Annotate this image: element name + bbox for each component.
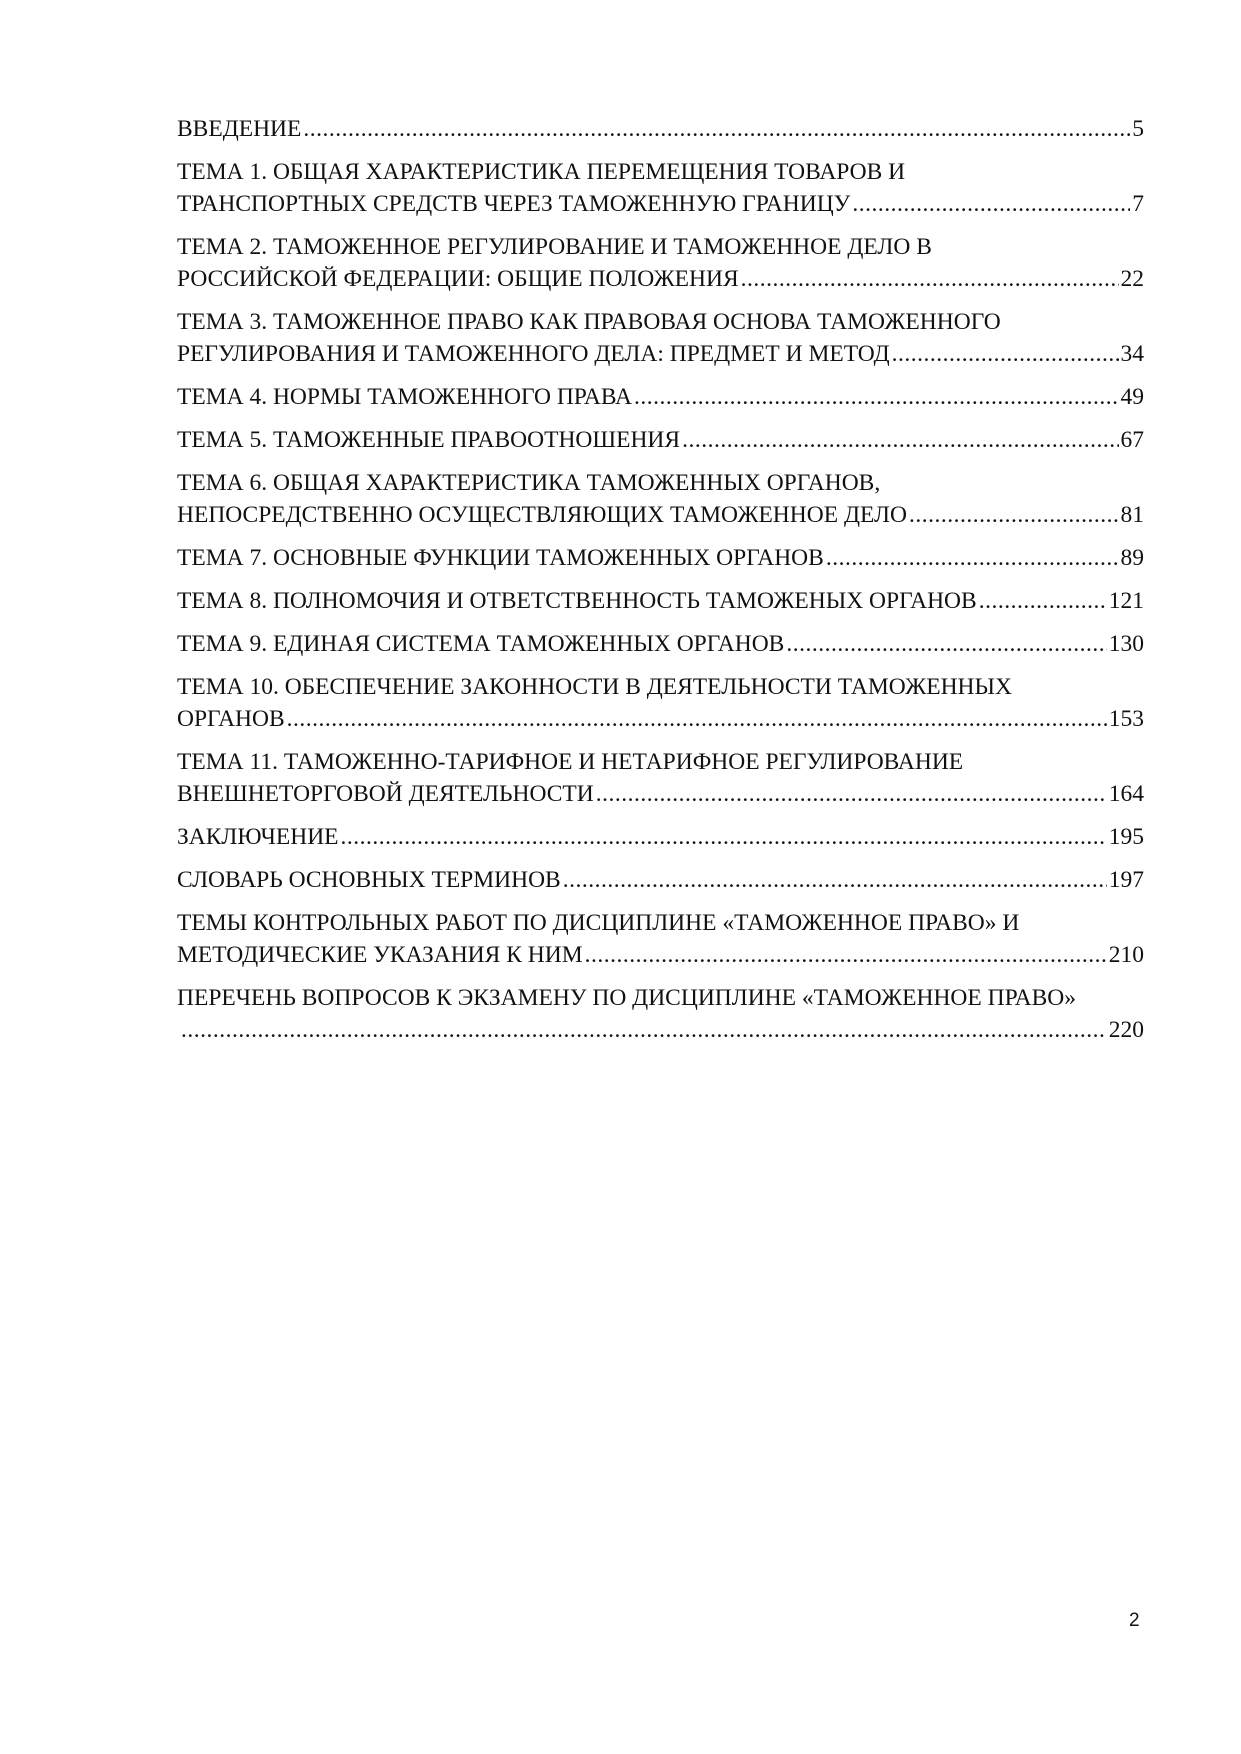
toc-entry-page-number: 195 [1108, 824, 1144, 850]
toc-entry[interactable] [177, 821, 1144, 853]
dot-leader [909, 499, 1119, 531]
toc-entry[interactable] [177, 628, 1144, 660]
dot-leader [287, 703, 1107, 735]
toc-entry-page-number: 153 [1108, 706, 1144, 732]
toc-entry-title-line: ПЕРЕЧЕНЬ ВОПРОСОВ К ЭКЗАМЕНУ ПО ДИСЦИПЛИНЕ «ТАМОЖЕННОЕ ПРАВО» [177, 985, 1077, 1011]
dot-leader [682, 424, 1118, 456]
toc-entry-title-line: ТЕМА 11. ТАМОЖЕННО-ТАРИФНОЕ И НЕТАРИФНОЕ РЕГУЛИРОВАНИЕ [177, 749, 964, 775]
toc-entry-title-line: ТЕМА 6. ОБЩАЯ ХАРАКТЕРИСТИКА ТАМОЖЕННЫХ ОРГАНОВ, [177, 470, 881, 496]
toc-entry-page-number: 164 [1108, 781, 1144, 807]
toc-entry[interactable] [177, 231, 1144, 295]
toc-entry-title-line: ОРГАНОВ [177, 706, 285, 732]
toc-entry-title-line: РЕГУЛИРОВАНИЯ И ТАМОЖЕННОГО ДЕЛА: ПРЕДМЕТ И МЕТОД [177, 341, 890, 367]
toc-entry-page-number: 89 [1120, 545, 1144, 571]
page-number: 2 [1129, 1610, 1140, 1631]
dot-leader [341, 821, 1107, 853]
toc-entry-page-number: 5 [1132, 116, 1144, 142]
toc-entry-title-line: ТЕМА 8. ПОЛНОМОЧИЯ И ОТВЕТСТВЕННОСТЬ ТАМОЖЕНЫХ ОРГАНОВ [177, 588, 977, 614]
toc-entry[interactable] [177, 982, 1144, 1046]
toc-entry[interactable] [177, 585, 1144, 617]
toc-entry[interactable] [177, 542, 1144, 574]
table-of-contents [177, 113, 1144, 1057]
dot-leader [826, 542, 1119, 574]
toc-entry[interactable] [177, 907, 1144, 971]
dot-leader [892, 338, 1119, 370]
toc-entry-page-number: 121 [1108, 588, 1144, 614]
toc-entry[interactable] [177, 306, 1144, 370]
dot-leader [979, 585, 1107, 617]
toc-entry-page-number: 197 [1108, 867, 1144, 893]
toc-entry-title-line: ТРАНСПОРТНЫХ СРЕДСТВ ЧЕРЕЗ ТАМОЖЕННУЮ ГРАНИЦУ [177, 191, 851, 217]
toc-entry[interactable] [177, 424, 1144, 456]
toc-entry-page-number: 49 [1120, 384, 1144, 410]
toc-entry-title-line: ЗАКЛЮЧЕНИЕ [177, 824, 339, 850]
toc-entry-page-number: 67 [1120, 427, 1144, 453]
toc-entry-page-number: 130 [1108, 631, 1144, 657]
toc-entry[interactable] [177, 671, 1144, 735]
toc-entry-page-number: 34 [1120, 341, 1144, 367]
toc-entry-title-line: ТЕМА 2. ТАМОЖЕННОЕ РЕГУЛИРОВАНИЕ И ТАМОЖЕННОЕ ДЕЛО В [177, 234, 932, 260]
toc-entry[interactable] [177, 864, 1144, 896]
toc-entry-page-number: 81 [1120, 502, 1144, 528]
toc-entry[interactable] [177, 746, 1144, 810]
toc-entry-title-line: ТЕМА 10. ОБЕСПЕЧЕНИЕ ЗАКОННОСТИ В ДЕЯТЕЛЬНОСТИ ТАМОЖЕННЫХ [177, 674, 1012, 700]
dot-leader [596, 778, 1107, 810]
toc-entry-title-line: ТЕМА 1. ОБЩАЯ ХАРАКТЕРИСТИКА ПЕРЕМЕЩЕНИЯ ТОВАРОВ И [177, 159, 906, 185]
toc-entry[interactable] [177, 156, 1144, 220]
dot-leader [181, 1014, 1107, 1046]
toc-entry-page-number: 22 [1120, 266, 1144, 292]
toc-entry-title-line: ТЕМЫ КОНТРОЛЬНЫХ РАБОТ ПО ДИСЦИПЛИНЕ «ТАМОЖЕННОЕ ПРАВО» И [177, 910, 1020, 936]
dot-leader [303, 113, 1130, 145]
toc-entry-title-line: МЕТОДИЧЕСКИЕ УКАЗАНИЯ К НИМ [177, 942, 583, 968]
dot-leader [563, 864, 1107, 896]
toc-entry-title-line: ВНЕШНЕТОРГОВОЙ ДЕЯТЕЛЬНОСТИ [177, 781, 594, 807]
toc-entry[interactable] [177, 113, 1144, 145]
toc-entry-title-line: ТЕМА 9. ЕДИНАЯ СИСТЕМА ТАМОЖЕННЫХ ОРГАНОВ [177, 631, 785, 657]
toc-entry-title-line: ТЕМА 7. ОСНОВНЫЕ ФУНКЦИИ ТАМОЖЕННЫХ ОРГАНОВ [177, 545, 824, 571]
toc-entry-title-line: СЛОВАРЬ ОСНОВНЫХ ТЕРМИНОВ [177, 867, 561, 893]
toc-entry-page-number: 7 [1132, 191, 1144, 217]
toc-entry-title-line: ТЕМА 5. ТАМОЖЕННЫЕ ПРАВООТНОШЕНИЯ [177, 427, 681, 453]
toc-entry-title-line: ТЕМА 4. НОРМЫ ТАМОЖЕННОГО ПРАВА [177, 384, 633, 410]
dot-leader [741, 263, 1119, 295]
toc-entry-page-number: 220 [1108, 1017, 1144, 1043]
toc-entry[interactable] [177, 467, 1144, 531]
toc-entry[interactable] [177, 381, 1144, 413]
toc-entry-title-line: НЕПОСРЕДСТВЕННО ОСУЩЕСТВЛЯЮЩИХ ТАМОЖЕННОЕ ДЕЛО [177, 502, 907, 528]
toc-entry-title-line: РОССИЙСКОЙ ФЕДЕРАЦИИ: ОБЩИЕ ПОЛОЖЕНИЯ [177, 266, 739, 292]
dot-leader [786, 628, 1106, 660]
toc-entry-page-number: 210 [1108, 942, 1144, 968]
dot-leader [585, 939, 1107, 971]
toc-entry-title-line: ТЕМА 3. ТАМОЖЕННОЕ ПРАВО КАК ПРАВОВАЯ ОСНОВА ТАМОЖЕННОГО [177, 309, 1001, 335]
toc-entry-title-line: ВВЕДЕНИЕ [177, 116, 302, 142]
dot-leader [852, 188, 1130, 220]
dot-leader [634, 381, 1118, 413]
